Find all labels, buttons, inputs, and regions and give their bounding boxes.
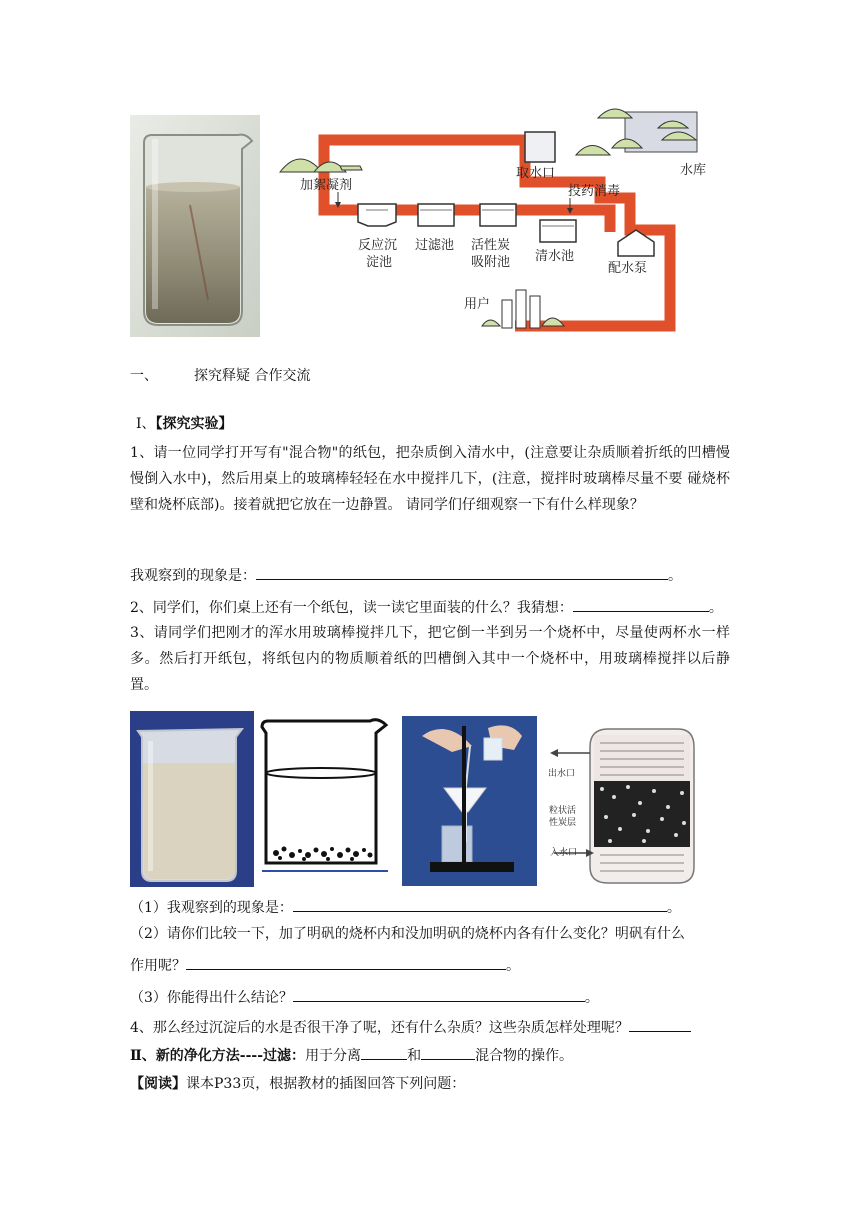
question-2-line	[130, 596, 723, 618]
filter-tank-icon	[418, 204, 454, 226]
sub-1-answer-blank[interactable]	[293, 896, 667, 912]
part2-line	[130, 1044, 573, 1066]
question-4-text: 4、那么经过沉淀后的水是否很干净了呢，还有什么杂质？这些杂质怎样处理呢？	[130, 1020, 629, 1036]
clear-tank-icon	[540, 220, 576, 242]
question-4-line	[130, 1016, 691, 1038]
part2-title: 新的净化方法----过滤：	[155, 1048, 306, 1064]
section-number: 一、	[130, 368, 158, 384]
question-1-text: 1、请一位同学打开写有"混合物"的纸包，把杂质倒入清水中，(注意要让杂质顺着折纸的凹槽慢慢倒入水中)，然后用桌上的玻璃棒轻轻在水中搅拌几下，(注意，搅拌时玻璃棒尽量不要 碰烧杯壁和烧杯底部)。接着就把它放在一边静置。 请同学们仔细观察一下有什么样现象？	[130, 445, 730, 513]
part2-text-b: 和	[407, 1048, 422, 1064]
sub-2-end-mark: 。	[506, 958, 520, 974]
sediment-beaker-drawing	[256, 713, 394, 873]
sub-question-2-line-1: （2）请你们比较一下，加了明矾的烧杯内和没加明矾的烧杯内各有什么变化？明矾有什么	[130, 926, 685, 942]
inlet-label: 入水口	[550, 848, 578, 858]
outlet-label: 出水口	[548, 769, 576, 779]
sub-question-2-label: 作用呢？	[130, 958, 186, 974]
part1-prefix: Ⅰ、	[136, 416, 156, 432]
reaction-tank-icon	[358, 204, 396, 226]
q4-answer-blank[interactable]	[629, 1016, 691, 1032]
question-2-text: 2、同学们，你们桌上还有一个纸包，读一读它里面装的什么？我猜想：	[130, 600, 573, 616]
q1-observe-line	[130, 564, 682, 586]
coagulant-label: 加絮凝剂	[300, 178, 353, 193]
filter-tank-label: 过滤池	[415, 238, 455, 253]
reaction-tank-label-1: 反应沉	[358, 238, 398, 253]
carbon-tank-icon	[480, 204, 516, 226]
user-label: 用户	[464, 297, 491, 312]
part2-blank-2[interactable]	[421, 1044, 475, 1060]
carbon-tank-label-1: 活性炭	[471, 238, 511, 253]
sub-question-1-label: （1）我观察到的现象是：	[130, 900, 293, 916]
question-3-text: 3、请同学们把刚才的浑水用玻璃棒搅拌几下，把它倒一半到另一个烧杯中，尽量使两杯水一样多。然后打开纸包，将纸包内的物质顺着纸的凹槽倒入其中一个烧杯中，用玻璃棒搅拌以后静置。	[130, 625, 730, 693]
sub-question-3	[130, 986, 599, 1008]
pump-label: 配水泵	[608, 261, 648, 276]
reading-tag: 【阅读】	[130, 1076, 186, 1092]
disinfect-label: 投药消毒	[568, 184, 621, 199]
part2-text-c: 混合物的操作。	[475, 1048, 574, 1064]
carbon-tank-label-2: 吸附池	[471, 255, 511, 270]
clear-tank-label: 清水池	[535, 249, 575, 264]
part2-blank-1[interactable]	[361, 1044, 407, 1060]
sub-question-2-line-2	[130, 954, 520, 976]
sub-3-end-mark: 。	[584, 990, 599, 1006]
sub-2-answer-blank[interactable]	[186, 954, 506, 970]
sub-1-end-mark: 。	[666, 900, 681, 916]
q1-end-mark: 。	[668, 568, 682, 584]
carbon-layer-label-2: 性炭层	[549, 818, 577, 828]
reaction-tank-label-2: 淀池	[366, 255, 393, 270]
reading-line	[130, 1074, 465, 1094]
section-title: 探究释疑 合作交流	[194, 368, 311, 384]
part1-title: 【探究实验】	[155, 416, 233, 432]
part2-text-a: 用于分离	[305, 1048, 362, 1064]
part1-heading	[136, 414, 233, 434]
reservoir-label: 水库	[680, 163, 707, 178]
sub-question-1	[130, 896, 681, 918]
sub-question-3-label: （3）你能得出什么结论？	[130, 990, 293, 1006]
carbon-layer-label-1: 粒状活	[549, 806, 577, 816]
muddy-water-beaker-photo	[130, 115, 260, 337]
intake-label: 取水口	[516, 166, 556, 181]
q1-answer-blank[interactable]	[256, 564, 668, 580]
part2-prefix: Ⅱ、	[130, 1048, 156, 1064]
carbon-layer	[594, 781, 690, 847]
sub-3-answer-blank[interactable]	[293, 986, 585, 1002]
intake-box	[525, 132, 555, 162]
filtration-operation-photo	[402, 716, 537, 886]
section-heading	[130, 366, 310, 386]
q2-answer-blank[interactable]	[573, 596, 709, 612]
q1-observe-label: 我观察到的现象是：	[130, 568, 256, 584]
cloudy-water-beaker-photo	[130, 711, 254, 887]
q2-end-mark: 。	[708, 600, 723, 616]
reading-text: 课本P33页，根据教材的插图回答下列问题：	[186, 1076, 466, 1092]
